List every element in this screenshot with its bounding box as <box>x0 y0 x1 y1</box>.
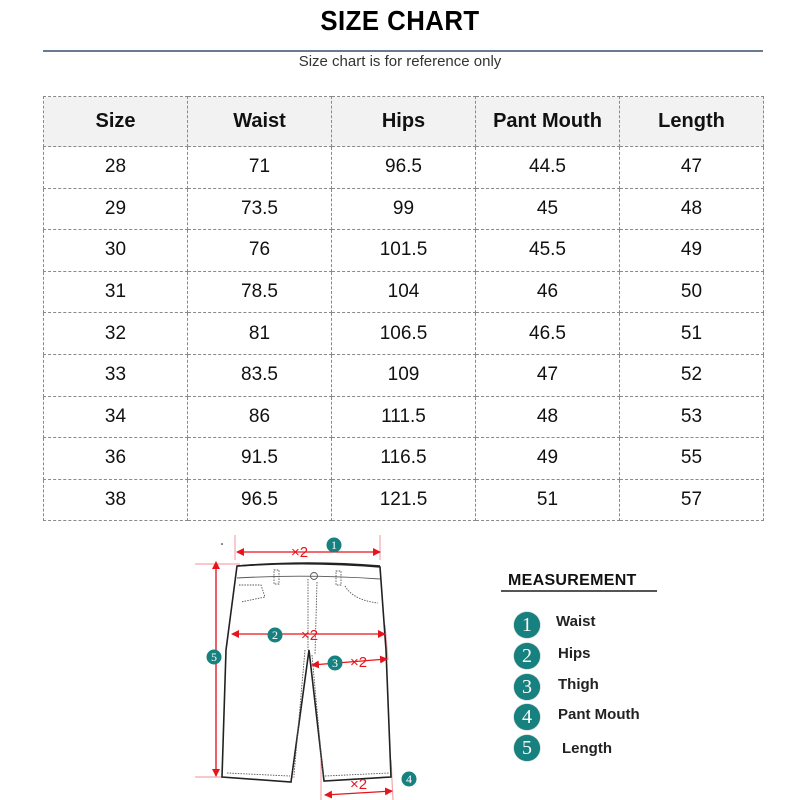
column-header-waist: Waist <box>188 97 332 147</box>
column-header-size: Size <box>44 97 188 147</box>
multiplier-label-waist: ×2 <box>291 544 309 561</box>
svg-text:1: 1 <box>331 538 337 552</box>
measurement-title: MEASUREMENT <box>508 572 637 589</box>
table-row <box>44 396 764 438</box>
cell-pant-mouth: 46 <box>476 271 620 313</box>
cell-length: 47 <box>620 147 764 189</box>
cell-length: 55 <box>620 438 764 480</box>
title-divider <box>43 50 763 52</box>
cell-waist: 78.5 <box>188 271 332 313</box>
cell-hips: 104 <box>332 271 476 313</box>
multiplier-label-hips: ×2 <box>301 627 319 644</box>
legend-item-hips <box>514 643 591 669</box>
number-4-icon: 4 <box>514 704 540 730</box>
cell-size: 30 <box>44 230 188 272</box>
multiplier-label-pant-mouth: ×2 <box>350 776 368 793</box>
legend-label: Waist <box>556 612 596 630</box>
table-row <box>44 354 764 396</box>
number-3-icon: 3 <box>514 674 540 700</box>
legend-label: Pant Mouth <box>558 705 640 723</box>
cell-length: 48 <box>620 188 764 230</box>
cell-waist: 71 <box>188 147 332 189</box>
cell-pant-mouth: 49 <box>476 438 620 480</box>
cell-length: 52 <box>620 354 764 396</box>
cell-pant-mouth: 51 <box>476 479 620 521</box>
shorts-outline <box>222 564 391 782</box>
cell-hips: 101.5 <box>332 230 476 272</box>
cell-size: 34 <box>44 396 188 438</box>
cell-size: 32 <box>44 313 188 355</box>
multiplier-label-thigh: ×2 <box>350 654 368 671</box>
cell-hips: 121.5 <box>332 479 476 521</box>
cell-waist: 86 <box>188 396 332 438</box>
cell-pant-mouth: 46.5 <box>476 313 620 355</box>
table-row <box>44 230 764 272</box>
cell-pant-mouth: 47 <box>476 354 620 396</box>
legend-item-length <box>514 735 612 761</box>
cell-length: 57 <box>620 479 764 521</box>
legend-label: Hips <box>558 644 591 662</box>
table-header-row <box>44 97 764 147</box>
cell-size: 28 <box>44 147 188 189</box>
cell-waist: 91.5 <box>188 438 332 480</box>
cell-length: 49 <box>620 230 764 272</box>
legend-label: Length <box>562 739 612 757</box>
measurement-underline <box>501 590 657 592</box>
cell-hips: 96.5 <box>332 147 476 189</box>
cell-size: 31 <box>44 271 188 313</box>
cell-waist: 76 <box>188 230 332 272</box>
legend-item-thigh <box>514 674 599 700</box>
legend-label: Thigh <box>558 676 599 693</box>
column-header-pant-mouth: Pant Mouth <box>476 97 620 147</box>
legend-item-pant-mouth <box>514 704 640 730</box>
cell-waist: 96.5 <box>188 479 332 521</box>
page-subtitle: Size chart is for reference only <box>298 53 502 70</box>
table-row <box>44 438 764 480</box>
page-title: SIZE CHART <box>320 5 480 36</box>
svg-text:2: 2 <box>272 628 278 642</box>
cell-length: 51 <box>620 313 764 355</box>
cell-waist: 73.5 <box>188 188 332 230</box>
table-row <box>44 479 764 521</box>
cell-length: 53 <box>620 396 764 438</box>
column-header-length: Length <box>620 97 764 147</box>
cell-waist: 83.5 <box>188 354 332 396</box>
legend-item-waist <box>514 612 595 638</box>
cell-hips: 109 <box>332 354 476 396</box>
table-row <box>44 313 764 355</box>
table-row <box>44 188 764 230</box>
table-row <box>44 271 764 313</box>
cell-size: 33 <box>44 354 188 396</box>
cell-pant-mouth: 45 <box>476 188 620 230</box>
cell-size: 36 <box>44 438 188 480</box>
cell-hips: 116.5 <box>332 438 476 480</box>
cell-length: 50 <box>620 271 764 313</box>
cell-size: 29 <box>44 188 188 230</box>
cell-pant-mouth: 44.5 <box>476 147 620 189</box>
svg-text:3: 3 <box>332 656 338 670</box>
cell-size: 38 <box>44 479 188 521</box>
column-header-hips: Hips <box>332 97 476 147</box>
size-table <box>43 96 764 521</box>
shorts-diagram <box>195 530 425 800</box>
table-row <box>44 147 764 189</box>
number-2-icon: 2 <box>514 643 540 669</box>
number-5-icon: 5 <box>514 735 540 761</box>
cell-pant-mouth: 48 <box>476 396 620 438</box>
number-1-icon: 1 <box>514 612 540 638</box>
cell-hips: 106.5 <box>332 313 476 355</box>
cell-hips: 99 <box>332 188 476 230</box>
svg-text:4: 4 <box>406 772 412 786</box>
svg-text:5: 5 <box>211 650 217 664</box>
cell-hips: 111.5 <box>332 396 476 438</box>
cell-waist: 81 <box>188 313 332 355</box>
cell-pant-mouth: 45.5 <box>476 230 620 272</box>
